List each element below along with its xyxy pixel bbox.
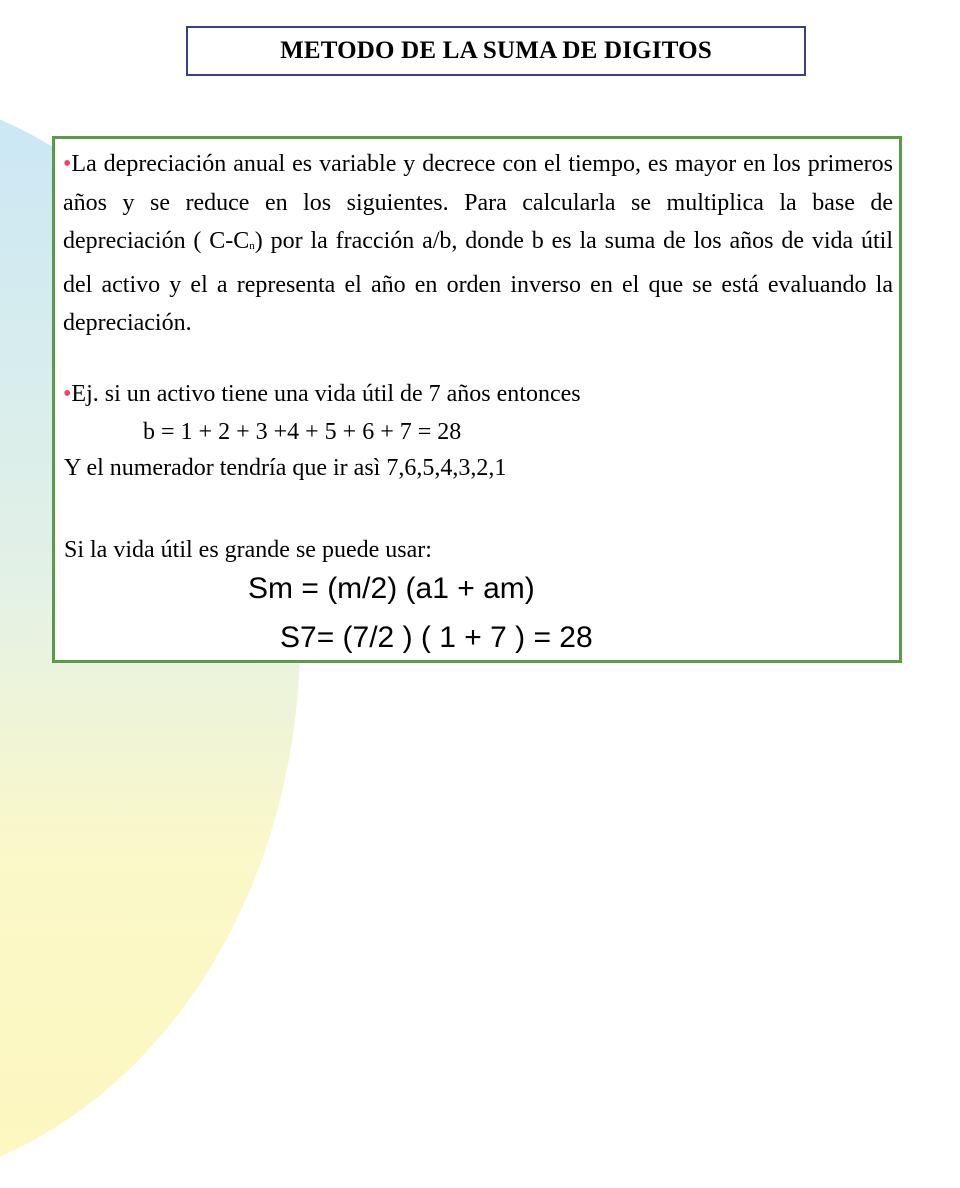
paragraph-depreciation-description: [63, 145, 893, 343]
formula-example-line: S7= (7/2 ) ( 1 + 7 ) = 28: [280, 621, 593, 654]
numerator-line: Y el numerador tendría que ir asì 7,6,5,4,3,2,1: [64, 455, 507, 481]
subscript-n: n: [249, 240, 255, 252]
bullet-icon: •: [63, 381, 72, 407]
sum-line: b = 1 + 2 + 3 +4 + 5 + 6 + 7 = 28: [143, 419, 462, 445]
example-line: [63, 379, 581, 409]
example-text: Ej. si un activo tiene una vida útil de 7 años entonces: [71, 381, 581, 407]
bullet-icon: •: [63, 151, 72, 177]
page-title: METODO DE LA SUMA DE DIGITOS: [280, 37, 712, 64]
paragraph-text-after: ) por la fracción a/b, donde b es la suma de los años de vida útil del activo y el a representa el año en orden inverso en el que se está evaluando la depreciación.: [63, 228, 893, 336]
large-life-line: Si la vida útil es grande se puede usar:: [64, 537, 432, 563]
paragraph-text-before: La depreciación anual es variable y decrece con el tiempo, es mayor en los primeros años y se reduce en los siguientes. Para calcularla se multiplica la base de depreciación ( C-C: [63, 151, 893, 254]
formula-line: Sm = (m/2) (a1 + am): [248, 572, 535, 605]
title-box: [186, 26, 806, 76]
content-box: [52, 136, 902, 663]
